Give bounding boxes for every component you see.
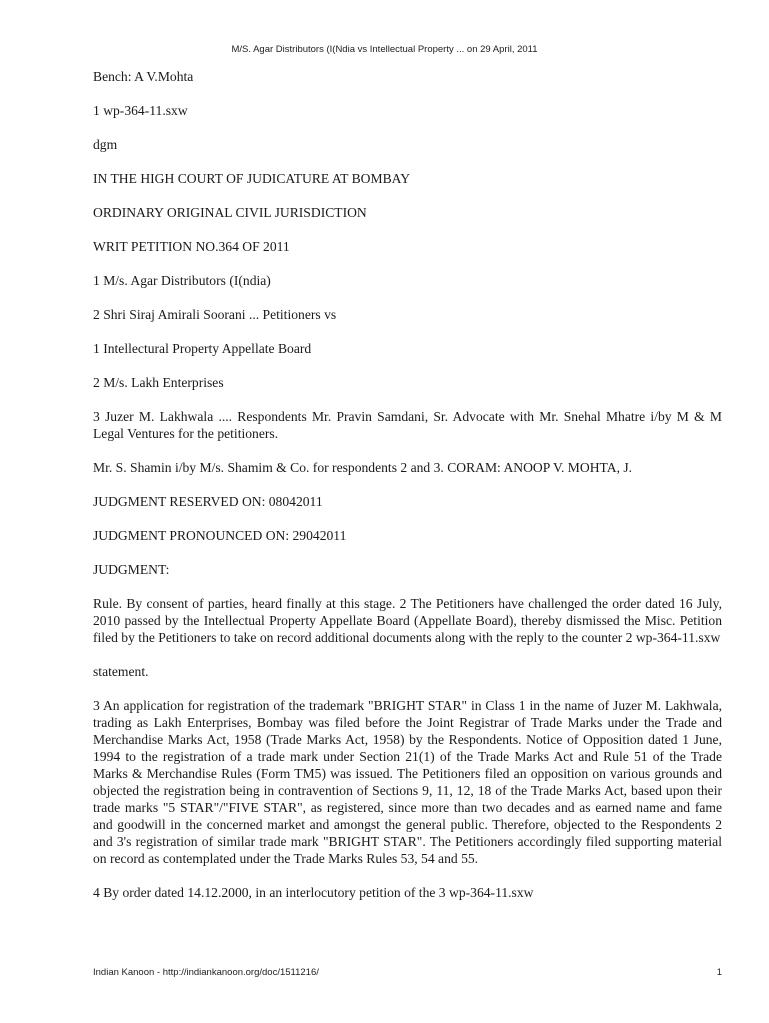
document-title: M/S. Agar Distributors (I(Ndia vs Intellectual Property ... on 29 April, 2011: [231, 44, 538, 55]
page-number: 1: [716, 967, 722, 978]
respondent-2: 2 M/s. Lakh Enterprises: [93, 375, 224, 390]
respondent-counsel-coram: Mr. S. Shamin i/by M/s. Shamim & Co. for respondents 2 and 3. CORAM: ANOOP V. MOHTA, J.: [93, 460, 633, 475]
court-name: IN THE HIGH COURT OF JUDICATURE AT BOMBAY: [93, 171, 411, 186]
petitioner-2: 2 Shri Siraj Amirali Soorani ... Petitioners vs: [93, 307, 337, 322]
page-header: [0, 44, 769, 55]
judgment-paragraph-2: Rule. By consent of parties, heard finally at this stage. 2 The Petitioners have challenged the order dated 16 July, 2010 passed by the Intellectual Property Appellate Board (Appellate Board), thereby dismissed the Misc. Petition filed by the Petitioners to take on record additional documents along with the reply to the counter 2 wp-364-11.sxw: [93, 596, 722, 645]
petition-number: WRIT PETITION NO.364 OF 2011: [93, 239, 290, 254]
initials-line: dgm: [93, 137, 118, 152]
petitioner-1: 1 M/s. Agar Distributors (I(ndia): [93, 273, 271, 288]
statement-line: statement.: [93, 664, 149, 679]
judgment-paragraph-4: 4 By order dated 14.12.2000, in an interlocutory petition of the 3 wp-364-11.sxw: [93, 885, 534, 900]
judgment-pronounced-date: JUDGMENT PRONOUNCED ON: 29042011: [93, 528, 347, 543]
jurisdiction-line: ORDINARY ORIGINAL CIVIL JURISDICTION: [93, 205, 367, 220]
bench-line: Bench: A V.Mohta: [93, 69, 194, 84]
judgment-heading: JUDGMENT:: [93, 562, 170, 577]
document-body: [93, 68, 722, 918]
respondent-1: 1 Intellectural Property Appellate Board: [93, 341, 312, 356]
judgment-reserved-date: JUDGMENT RESERVED ON: 08042011: [93, 494, 323, 509]
file-reference: 1 wp-364-11.sxw: [93, 103, 188, 118]
respondent-3-and-counsel: 3 Juzer M. Lakhwala .... Respondents Mr. Pravin Samdani, Sr. Advocate with Mr. Snehal Mhatre i/by M & M Legal Ventures for the petitioners.: [93, 409, 722, 441]
judgment-paragraph-3: 3 An application for registration of the trademark "BRIGHT STAR" in Class 1 in the name of Juzer M. Lakhwala, trading as Lakh Enterprises, Bombay was filed before the Joint Registrar of Trade Marks under the Trade and Merchandise Marks Act, 1958 (Trade Marks Act, 1958) by the Respondents. Notice of Opposition dated 1 June, 1994 to the registration of a trade mark under Section 21(1) of the Trade Marks Act and Rule 51 of the Trade Marks & Merchandise Rules (Form TM5) was issued. The Petitioners filed an opposition on various grounds and objected the registration being in contravention of Sections 9, 11, 12, 18 of the Trade Marks Act, based upon their trade marks "5 STAR"/"FIVE STAR", as registered, since more than two decades and as earned name and fame and goodwill in the concerned market and amongst the general public. Therefore, objected to the Respondents 2 and 3's registration of similar trade mark "BRIGHT STAR". The Petitioners accordingly filed supporting material on record as contemplated under the Trade Marks Rules 53, 54 and 55.: [93, 698, 722, 866]
footer-source-link[interactable]: Indian Kanoon - http://indiankanoon.org/doc/1511216/: [93, 967, 319, 978]
